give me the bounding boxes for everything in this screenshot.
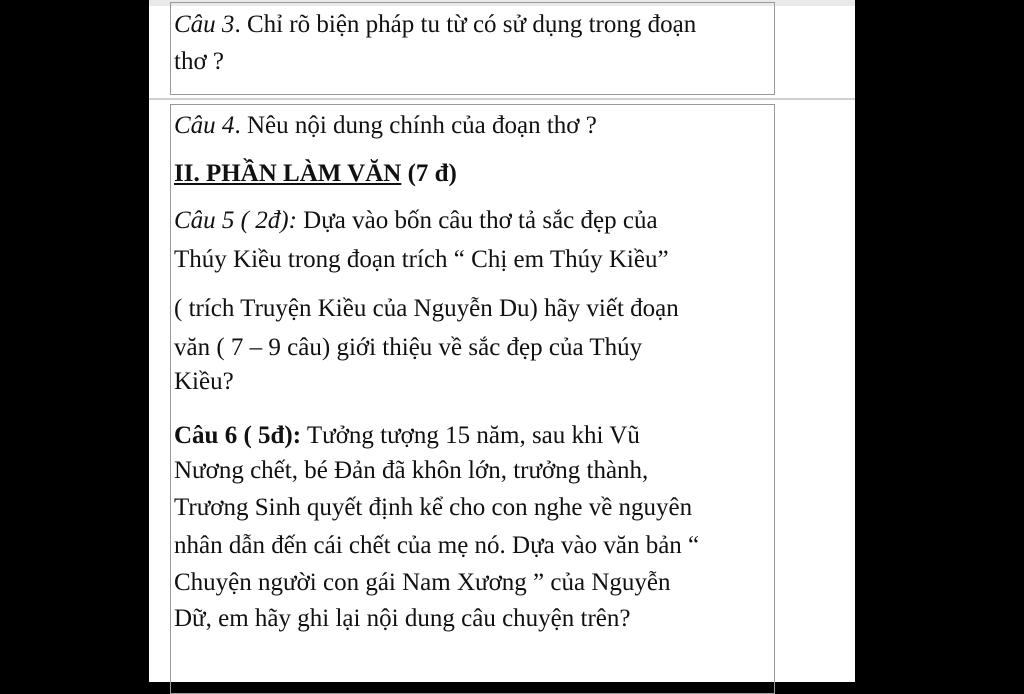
page-divider bbox=[149, 98, 855, 100]
question-3-text: . Chỉ rõ biện pháp tu từ có sử dụng trong đoạn bbox=[234, 11, 697, 38]
question-5-line-4: văn ( 7 – 9 câu) giới thiệu về sắc đẹp của Thúy bbox=[174, 334, 643, 361]
question-3-label: Câu 3 bbox=[174, 11, 235, 38]
section-points: (7 đ) bbox=[401, 160, 457, 187]
question-4-label: Câu 4 bbox=[174, 112, 235, 139]
question-6-label: Câu 6 ( 5đ): bbox=[174, 422, 302, 449]
question-6-text: Tưởng tượng 15 năm, sau khi Vũ bbox=[301, 422, 640, 449]
question-5-line-5: Kiều? bbox=[174, 368, 234, 395]
question-5-line-1 bbox=[174, 206, 658, 236]
question-5-text: Dựa vào bốn câu thơ tả sắc đẹp của bbox=[296, 207, 658, 234]
question-6-line-5: Chuyện người con gái Nam Xương ” của Nguyễn bbox=[174, 569, 671, 596]
document-page bbox=[149, 0, 855, 682]
question-5-line-2: Thúy Kiều trong đoạn trích “ Chị em Thúy Kiều” bbox=[174, 246, 669, 273]
question-4-line bbox=[174, 111, 597, 141]
question-5-label: Câu 5 ( 2đ): bbox=[174, 207, 297, 234]
question-3-line-2: thơ ? bbox=[174, 48, 225, 75]
question-6-line-4: nhân dẫn đến cái chết của mẹ nó. Dựa vào văn bản “ bbox=[174, 532, 700, 559]
section-title: II. PHẦN LÀM VĂN bbox=[174, 160, 402, 187]
question-6-line-2: Nương chết, bé Đản đã khôn lớn, trưởng thành, bbox=[174, 457, 649, 484]
question-3-line-1 bbox=[174, 10, 696, 40]
question-6-line-1 bbox=[174, 421, 640, 451]
question-6-line-3: Trương Sinh quyết định kể cho con nghe về nguyên bbox=[174, 494, 693, 521]
section-heading bbox=[174, 159, 457, 189]
question-6-line-6: Dữ, em hãy ghi lại nội dung câu chuyện trên? bbox=[174, 605, 631, 632]
question-4-text: . Nêu nội dung chính của đoạn thơ ? bbox=[234, 112, 597, 139]
question-5-line-3: ( trích Truyện Kiều của Nguyễn Du) hãy viết đoạn bbox=[174, 295, 679, 322]
